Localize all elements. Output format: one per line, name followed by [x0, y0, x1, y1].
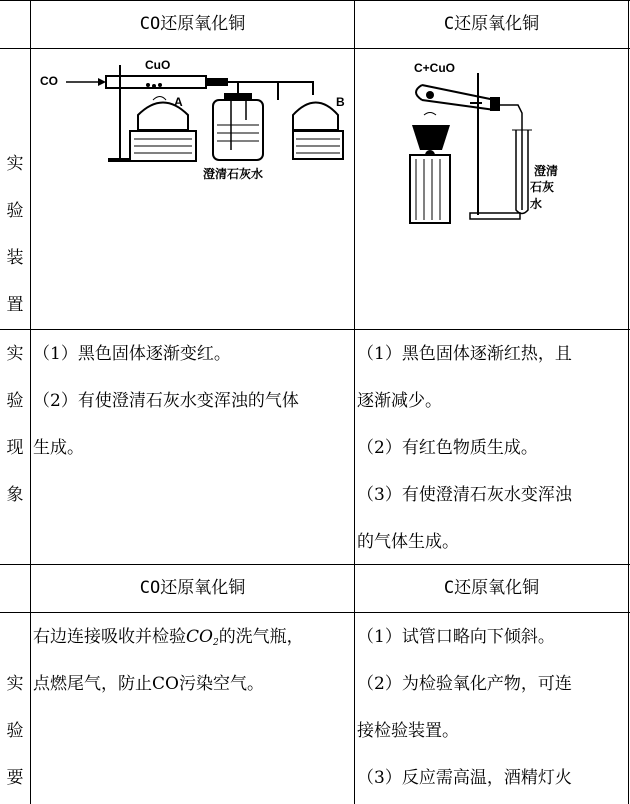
limewater-label: 澄清石灰水	[203, 167, 264, 181]
cuo-label: CuO	[145, 58, 171, 72]
row-divider	[0, 612, 630, 613]
phenomenon-line: （2）有使澄清石灰水变浑浊的气体	[33, 391, 299, 411]
c-cuo-label: C+CuO	[414, 61, 456, 75]
limewater-label-1: 澄清	[534, 164, 559, 178]
phenomenon-line: （2）有红色物质生成。	[357, 438, 538, 458]
table-border-right	[628, 0, 629, 804]
table-border-left	[30, 0, 31, 804]
header-c-reduction-repeat: C还原氧化铜	[443, 578, 540, 598]
phenomenon-line: （3）有使澄清石灰水变浑浊	[357, 485, 572, 505]
co-reduction-apparatus	[38, 55, 348, 190]
limewater-label-2: 石灰水	[530, 180, 555, 211]
table-border-top	[0, 0, 630, 1]
burner-a-label: A	[174, 95, 183, 109]
phenomenon-line: （1）黑色固体逐渐红热，且	[357, 344, 572, 364]
header-co-reduction-repeat: CO还原氧化铜	[139, 578, 246, 598]
phenomenon-line: 的气体生成。	[357, 532, 459, 552]
row-divider	[0, 329, 630, 330]
note-line: 右边连接吸收并检验$CO_2$的洗气瓶，	[33, 627, 304, 648]
burner-b-label: B	[336, 95, 345, 109]
row-divider	[0, 48, 630, 49]
c-reduction-apparatus	[400, 55, 560, 225]
phenomenon-line: （1）黑色固体逐渐变红。	[33, 344, 231, 364]
row-divider	[0, 564, 630, 565]
note-line: （2）为检验氧化产物，可连	[357, 674, 572, 694]
co-inlet-label: CO	[40, 74, 58, 88]
note-line: 接检验装置。	[357, 721, 459, 741]
co2-formula: $CO_2$	[186, 627, 219, 648]
phenomenon-line: 逐渐减少。	[357, 391, 442, 411]
header-c-reduction: C还原氧化铜	[443, 14, 540, 34]
phenomenon-line: 生成。	[33, 438, 84, 458]
header-co-reduction: CO还原氧化铜	[139, 14, 246, 34]
co-apparatus-diagram	[38, 55, 348, 190]
note-line: 点燃尾气，防止CO污染空气。	[33, 674, 264, 694]
note-line: （1）试管口略向下倾斜。	[357, 627, 555, 647]
table-column-divider	[354, 0, 355, 804]
note-line: （3）反应需高温，酒精灯火	[357, 768, 572, 788]
